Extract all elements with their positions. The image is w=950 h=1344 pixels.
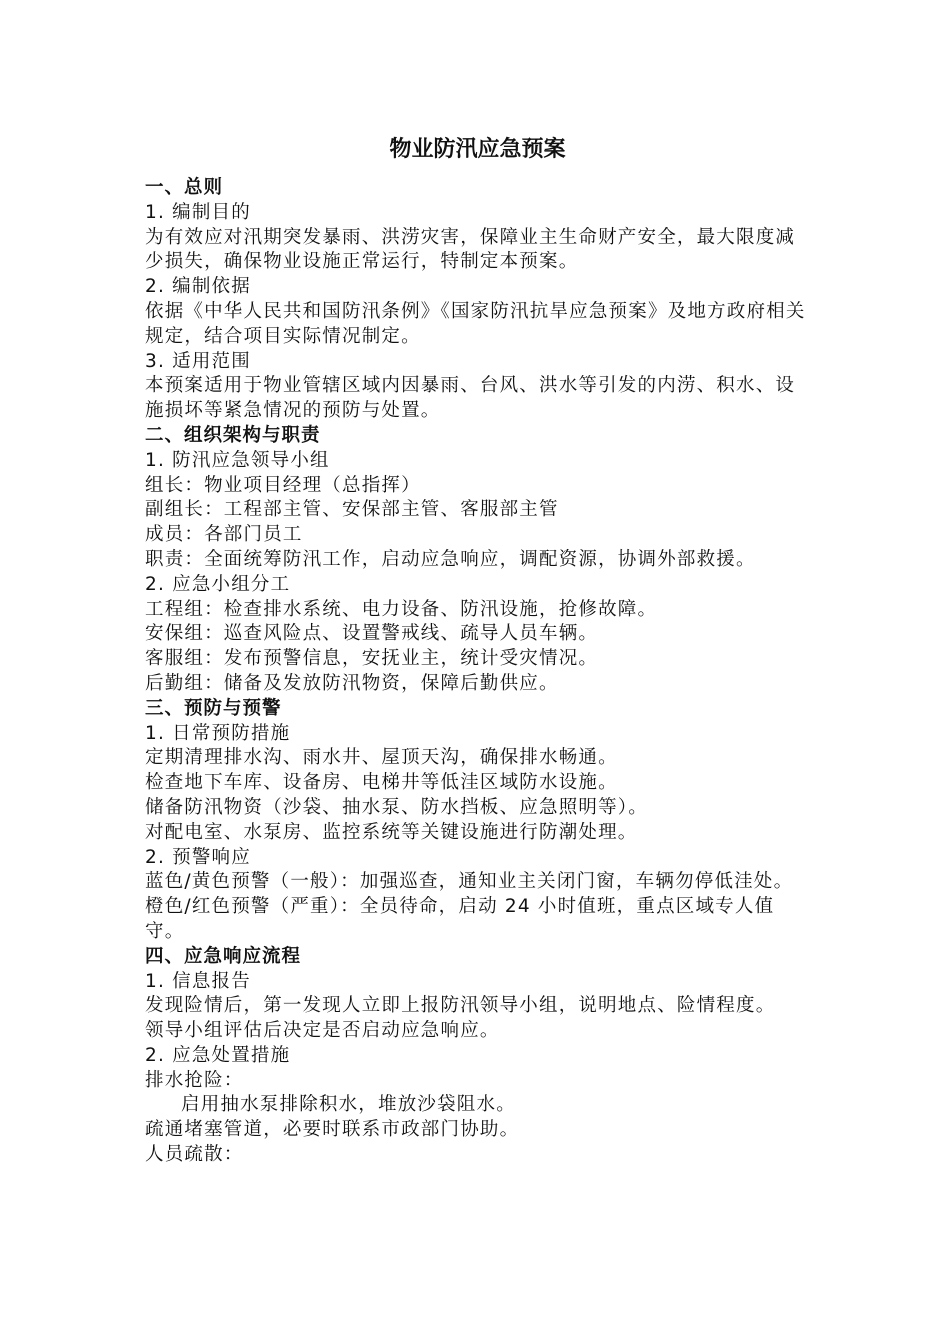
text-line: 安保组：巡查风险点、设置警戒线、疏导人员车辆。 [145, 623, 599, 645]
text-line: 为有效应对汛期突发暴雨、洪涝灾害，保障业主生命财产安全，最大限度减少损失，确保物业设施正常运行，特制定本预案。 [145, 226, 796, 273]
text-line: 职责：全面统筹防汛工作，启动应急响应，调配资源，协调外部救援。 [145, 548, 756, 570]
text-line: 工程组：检查排水系统、电力设备、防汛设施，抢修故障。 [145, 598, 658, 620]
text-line: 人员疏散： [145, 1144, 244, 1166]
text-line: 领导小组评估后决定是否启动应急响应。 [145, 1020, 500, 1042]
text-line: 2. 预警响应 [145, 846, 251, 868]
text-line: 启用抽水泵排除积水，堆放沙袋阻水。 [181, 1094, 516, 1116]
text-line: 对配电室、水泵房、监控系统等关键设施进行防潮处理。 [145, 821, 638, 843]
document-title: 物业防汛应急预案 [389, 137, 566, 162]
text-line: 组长：物业项目经理（总指挥） [145, 474, 421, 496]
text-line: 检查地下车库、设备房、电梯井等低洼区域防水设施。 [145, 772, 618, 794]
section-heading: 四、应急响应流程 [145, 945, 302, 967]
text-line: 3. 适用范围 [145, 350, 251, 372]
text-line: 2. 编制依据 [145, 276, 251, 298]
text-line: 依据《中华人民共和国防汛条例》《国家防汛抗旱应急预案》及地方政府相关规定，结合项目实际情况制定。 [145, 300, 806, 347]
text-line: 1. 信息报告 [145, 970, 251, 992]
text-line: 本预案适用于物业管辖区域内因暴雨、台风、洪水等引发的内涝、积水、设施损坏等紧急情况的预防与处置。 [145, 375, 796, 422]
text-line: 1. 日常预防措施 [145, 722, 291, 744]
text-line: 定期清理排水沟、雨水井、屋顶天沟，确保排水畅通。 [145, 747, 618, 769]
text-line: 2. 应急处置措施 [145, 1044, 291, 1066]
text-line: 2. 应急小组分工 [145, 573, 291, 595]
section-heading: 一、总则 [145, 177, 224, 198]
text-line: 1. 编制目的 [145, 201, 251, 223]
text-line: 疏通堵塞管道，必要时联系市政部门协助。 [145, 1119, 520, 1141]
text-line: 储备防汛物资（沙袋、抽水泵、防水挡板、应急照明等）。 [145, 796, 648, 818]
text-line: 成员：各部门员工 [145, 524, 303, 546]
text-line: 蓝色/黄色预警（一般）：加强巡查，通知业主关闭门窗，车辆勿停低洼处。 [145, 871, 794, 893]
text-line: 客服组：发布预警信息，安抚业主，统计受灾情况。 [145, 648, 599, 670]
document-body [145, 176, 810, 1168]
section-heading: 三、预防与预警 [145, 697, 282, 719]
text-line: 橙色/红色预警（严重）：全员待命，启动 24 小时值班，重点区域专人值守。 [145, 896, 775, 942]
text-line: 副组长：工程部主管、安保部主管、客服部主管 [145, 499, 559, 521]
text-line: 排水抢险： [145, 1069, 244, 1091]
text-line: 1. 防汛应急领导小组 [145, 449, 330, 471]
text-line: 后勤组：储备及发放防汛物资，保障后勤供应。 [145, 672, 559, 694]
section-heading: 二、组织架构与职责 [145, 424, 321, 446]
text-line: 发现险情后，第一发现人立即上报防汛领导小组，说明地点、险情程度。 [145, 995, 776, 1017]
document-page [145, 132, 810, 1168]
